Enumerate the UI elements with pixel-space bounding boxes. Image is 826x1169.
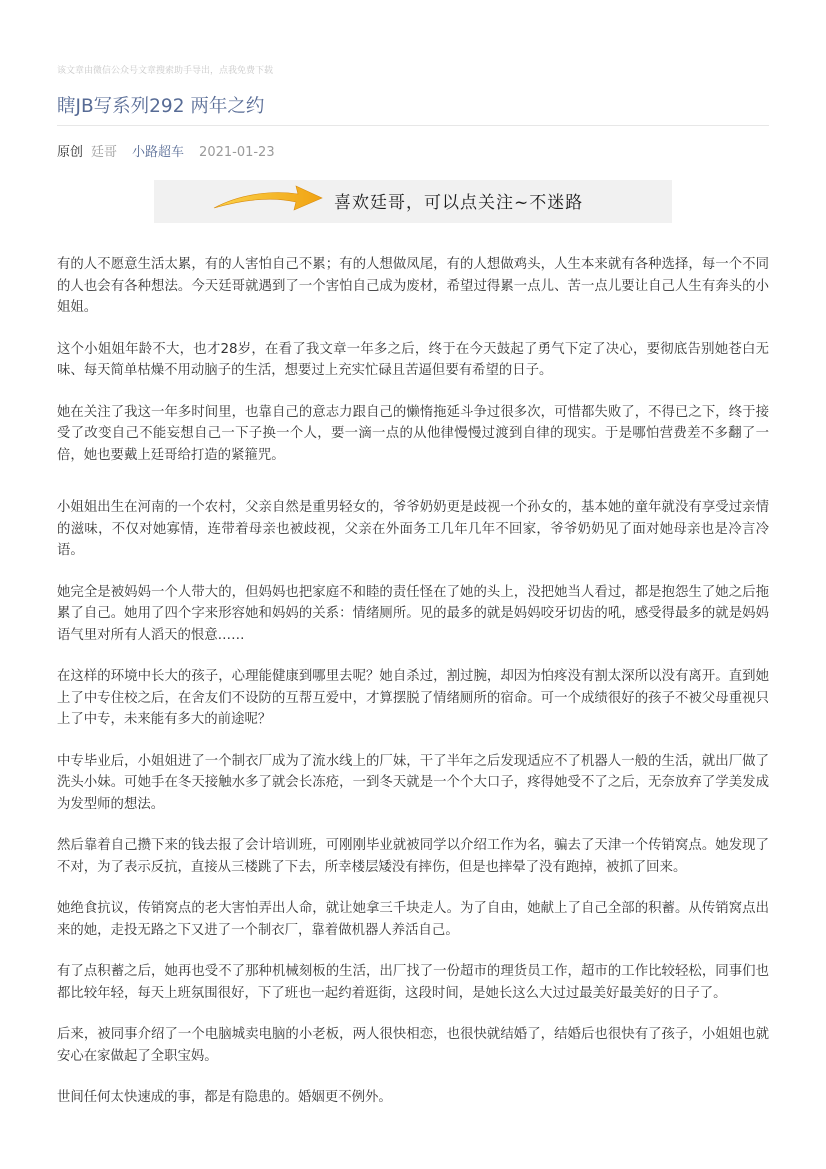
article-title: 瞎JB写系列292 两年之约 <box>57 96 265 117</box>
paragraph: 小姐姐出生在河南的一个农村，父亲自然是重男轻女的，爷爷奶奶更是歧视一个孙女的，基本她的童年就没有享受过亲情的滋味，不仅对她寡情，连带着母亲也被歧视，父亲在外面务工几年几年不回家，爷爷奶奶见了面对她母亲也是冷言冷语。 <box>57 500 769 558</box>
paragraph: 后来，被同事介绍了一个电脑城卖电脑的小老板，两人很快相恋，也很快就结婚了，结婚后也很快有了孩子，小姐姐也就安心在家做起了全职宝妈。 <box>57 1027 769 1064</box>
account-name-link[interactable]: 小路超车 <box>132 145 185 160</box>
export-note-link[interactable]: 该文章由微信公众号文章搜索助手导出，点我免费下载 <box>57 66 274 76</box>
author-name: 廷哥 <box>91 145 118 160</box>
paragraph: 她在关注了我这一年多时间里，也靠自己的意志力跟自己的懒惰拖延斗争过很多次，可惜都失败了，不得已之下，终于接受了改变自己不能妄想自己一下子换一个人，要一滴一点的从他律慢慢过渡到自律的现实。于是哪怕营费差不多翻了一倍，她也要戴上廷哥给打造的紧箍咒。 <box>57 404 769 463</box>
paragraph: 她完全是被妈妈一个人带大的，但妈妈也把家庭不和睦的责任怪在了她的头上，没把她当人看过，都是抱怨生了她之后拖累了自己。她用了四个字来形容她和妈妈的关系：情绪厕所。见的最多的就是妈妈咬牙切齿的吼，感受得最多的就是妈妈语气里对所有人滔天的恨意…… <box>57 584 769 643</box>
title-divider <box>57 125 769 126</box>
paragraph: 然后靠着自己攒下来的钱去报了会计培训班，可刚刚毕业就被同学以介绍工作为名，骗去了天津一个传销窝点。她发现了不对，为了表示反抗，直接从三楼跳了下去，所幸楼层矮没有摔伤，但是也摔晕了没有跑掉，被抓了回来。 <box>57 838 769 875</box>
paragraph: 这个小姐姐年龄不大，也才28岁，在看了我文章一年多之后，终于在今天鼓起了勇气下定了决心，要彻底告别她苍白无味、每天简单枯燥不用动脑子的生活，想要过上充实忙碌且苦逼但要有希望的日子。 <box>57 341 769 378</box>
paragraph: 中专毕业后，小姐姐进了一个制衣厂成为了流水线上的厂妹，干了半年之后发现适应不了机器人一般的生活，就出厂做了洗头小妹。可她手在冬天接触水多了就会长冻疮，一到冬天就是一个个大口子，疼得她受不了之后，无奈放弃了学美发成为发型师的想法。 <box>57 753 769 812</box>
paragraph: 在这样的环境中长大的孩子，心理能健康到哪里去呢？她自杀过，割过腕，却因为怕疼没有割太深所以没有离开。直到她上了中专住校之后，在舍友们不设防的互帮互爱中，才算摆脱了情绪厕所的宿命。可一个成绩很好的孩子不被父母重视只上了中专，未来能有多大的前途呢？ <box>57 669 769 727</box>
article-meta <box>57 141 275 160</box>
paragraph: 有了点积蓄之后，她再也受不了那种机械刻板的生活，出厂找了一份超市的理货员工作，超市的工作比较轻松，同事们也都比较年轻，每天上班氛围很好，下了班也一起约着逛街，这段时间，是她长这么大过过最美好最美好的日子了。 <box>57 964 769 1001</box>
paragraph: 她绝食抗议，传销窝点的老大害怕弄出人命，就让她拿三千块走人。为了自由，她献上了自己全部的积蓄。从传销窝点出来的她，走投无路之下又进了一个制衣厂，靠着做机器人养活自己。 <box>57 901 769 938</box>
arrow-icon <box>210 180 330 223</box>
paragraph: 有的人不愿意生活太累，有的人害怕自己不累；有的人想做凤尾，有的人想做鸡头，人生本来就有各种选择，每一个不同的人也会有各种想法。今天廷哥就遇到了一个害怕自己成为废材，希望过得累一点儿、苦一点儿要让自己人生有奔头的小姐姐。 <box>57 257 769 315</box>
paragraph: 世间任何太快速成的事，都是有隐患的。婚姻更不例外。 <box>57 1090 392 1105</box>
article-body <box>57 254 769 1129</box>
publish-date: 2021-01-23 <box>199 145 275 160</box>
follow-banner <box>154 180 672 223</box>
original-label: 原创 <box>57 145 84 160</box>
banner-text: 喜欢廷哥，可以点关注~不迷路 <box>334 193 584 213</box>
